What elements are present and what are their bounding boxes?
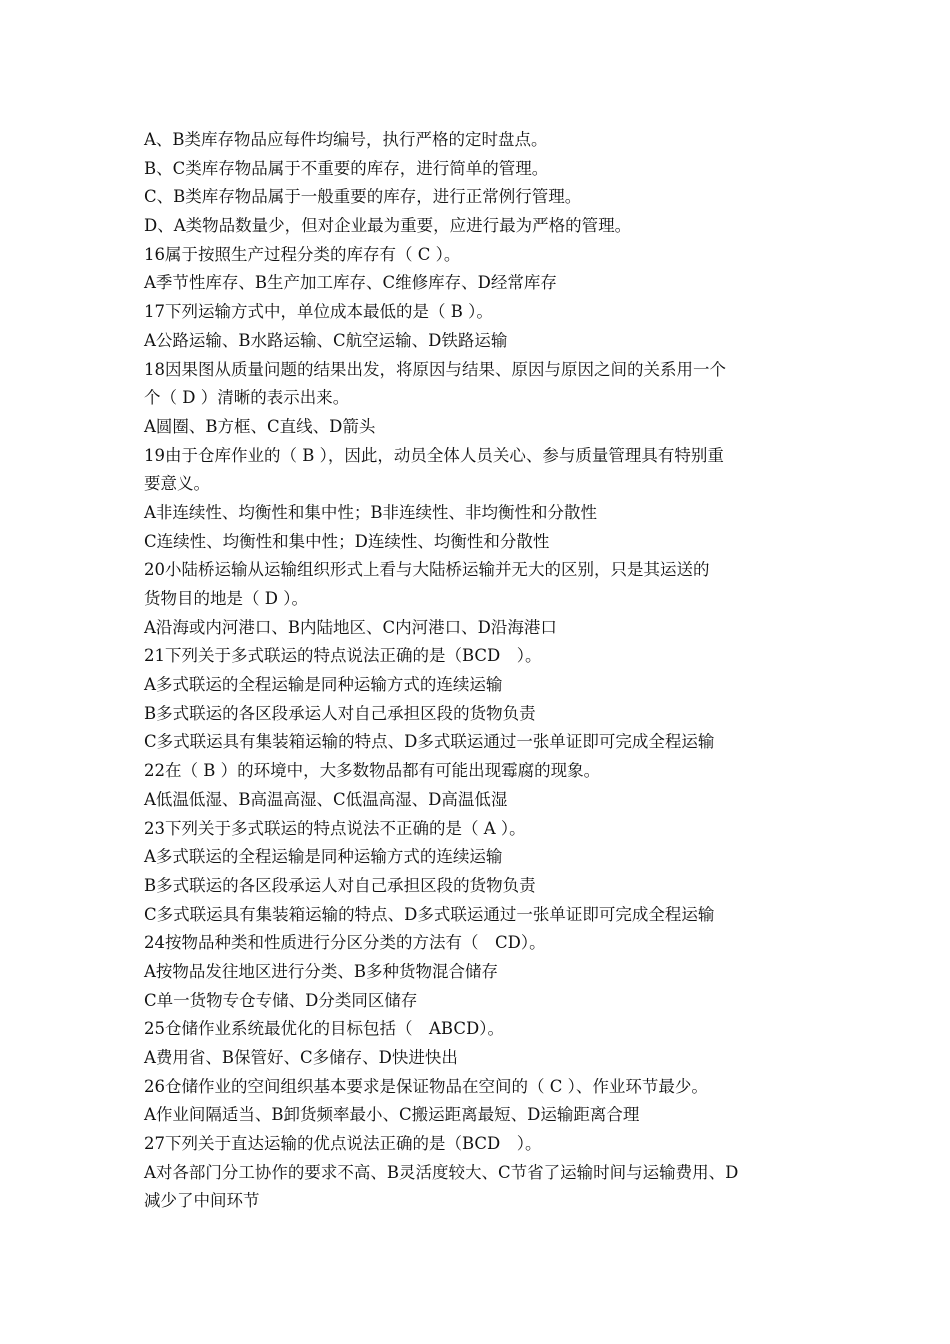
options-17: A公路运输、B水路运输、C航空运输、D铁路运输 — [144, 330, 508, 350]
options-21: A多式联运的全程运输是同种运输方式的连续运输 — [144, 675, 503, 695]
options-22: A低温低湿、B高温高湿、C低温高湿、D高温低湿 — [144, 789, 508, 809]
options-21: B多式联运的各区段承运人对自己承担区段的货物负责 — [144, 703, 536, 723]
question-19: 19由于仓库作业的（ B ），因此，动员全体人员关心、参与质量管理具有特别重 — [144, 445, 724, 465]
options-19: A非连续性、均衡性和集中性；B非连续性、非均衡性和分散性 — [144, 502, 598, 522]
question-24: 24按物品种类和性质进行分区分类的方法有（ CD）。 — [144, 933, 546, 953]
question-21: 21下列关于多式联运的特点说法正确的是（BCD ）。 — [144, 646, 542, 666]
question-20-cont: 货物目的地是（ D ）。 — [144, 589, 308, 608]
document-body — [144, 126, 812, 1216]
options-18: A圆圈、B方框、C直线、D箭头 — [144, 416, 376, 436]
question-27: 27下列关于直达运输的优点说法正确的是（BCD ）。 — [144, 1134, 542, 1154]
options-25: A费用省、B保管好、C多储存、D快进快出 — [144, 1048, 458, 1067]
question-16: 16属于按照生产过程分类的库存有（ C ）。 — [144, 244, 461, 264]
options-26: A作业间隔适当、B卸货频率最小、C搬运距离最短、D运输距离合理 — [144, 1105, 640, 1125]
options-16: A季节性库存、B生产加工库存、C维修库存、D经常库存 — [144, 273, 557, 293]
text-line: C、B类库存物品属于一般重要的库存，进行正常例行管理。 — [144, 187, 582, 207]
options-21: C多式联运具有集装箱运输的特点、D多式联运通过一张单证即可完成全程运输 — [144, 732, 715, 752]
text-line: A、B类库存物品应每件均编号，执行严格的定时盘点。 — [144, 130, 548, 149]
question-23: 23下列关于多式联运的特点说法不正确的是（ A ）。 — [144, 818, 526, 838]
options-24: C单一货物专仓专储、D分类同区储存 — [144, 990, 418, 1010]
options-23: A多式联运的全程运输是同种运输方式的连续运输 — [144, 847, 503, 867]
question-19-cont: 要意义。 — [144, 474, 210, 494]
options-23: B多式联运的各区段承运人对自己承担区段的货物负责 — [144, 875, 536, 895]
question-25: 25仓储作业系统最优化的目标包括（ ABCD）。 — [144, 1019, 504, 1039]
question-22: 22在（ B ）的环境中，大多数物品都有可能出现霉腐的现象。 — [144, 761, 601, 781]
options-27-cont: 减少了中间环节 — [144, 1191, 260, 1211]
options-19-cont: C连续性、均衡性和集中性；D连续性、均衡性和分散性 — [144, 531, 550, 551]
question-18-cont: 个（ D ）清晰的表示出来。 — [144, 388, 350, 408]
options-27: A对各部门分工协作的要求不高、B灵活度较大、C节省了运输时间与运输费用、D — [144, 1162, 739, 1182]
question-18: 18因果图从质量问题的结果出发，将原因与结果、原因与原因之间的关系用一个 — [144, 359, 726, 379]
question-17: 17下列运输方式中，单位成本最低的是（ B ）。 — [144, 302, 493, 322]
options-24: A按物品发往地区进行分类、B多种货物混合储存 — [144, 961, 499, 981]
question-26: 26仓储作业的空间组织基本要求是保证物品在空间的（ C ）、作业环节最少。 — [144, 1076, 708, 1096]
options-23: C多式联运具有集装箱运输的特点、D多式联运通过一张单证即可完成全程运输 — [144, 904, 715, 924]
options-20: A沿海或内河港口、B内陆地区、C内河港口、D沿海港口 — [144, 617, 557, 637]
text-line: B、C类库存物品属于不重要的库存，进行简单的管理。 — [144, 158, 549, 178]
text-line: D、A类物品数量少，但对企业最为重要，应进行最为严格的管理。 — [144, 216, 632, 236]
question-20: 20小陆桥运输从运输组织形式上看与大陆桥运输并无大的区别，只是其运送的 — [144, 560, 710, 580]
